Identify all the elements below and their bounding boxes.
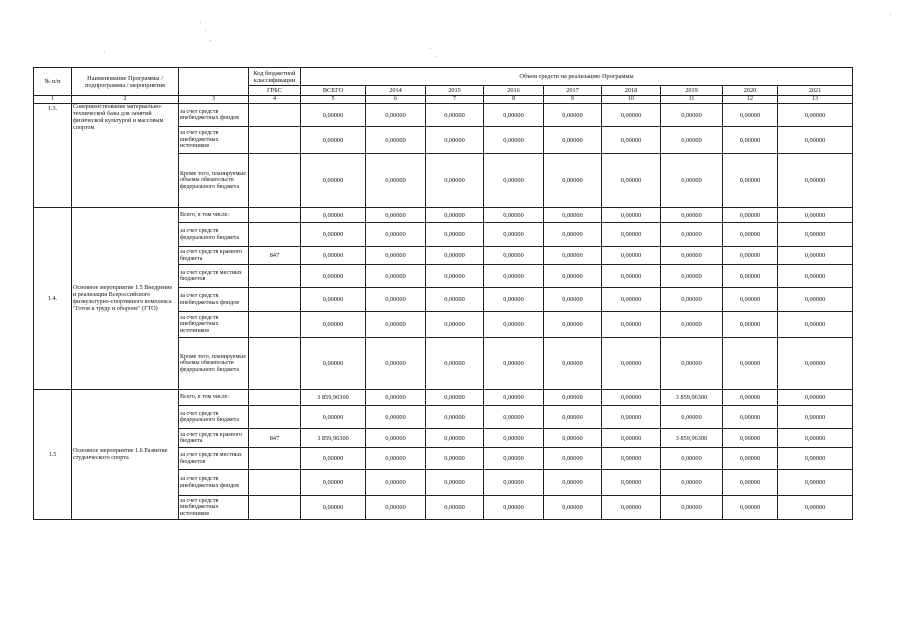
year-amount: 0,00000 <box>602 223 661 247</box>
table-row <box>34 390 853 406</box>
year-amount: 0,00000 <box>366 127 426 154</box>
header-year: 2014 <box>366 86 426 96</box>
scan-speck <box>436 56 437 57</box>
budget-table <box>33 67 853 520</box>
section-number: 1.5 <box>34 390 72 520</box>
column-number: 2 <box>72 96 179 104</box>
scan-speck <box>104 52 105 53</box>
year-amount: 0,00000 <box>544 406 602 429</box>
year-amount: 0,00000 <box>544 223 602 247</box>
scan-speck <box>210 40 211 41</box>
column-number: 4 <box>249 96 301 104</box>
funding-source: за счет средств внебюджетных фондов <box>179 470 249 496</box>
year-amount: 0,00000 <box>723 390 778 406</box>
total-amount: 0,00000 <box>301 127 366 154</box>
column-number: 11 <box>661 96 723 104</box>
funding-source: Кроме того, планируемые объемы обязательств федерального бюджета <box>179 154 249 208</box>
year-amount: 0,00000 <box>366 208 426 223</box>
year-amount: 0,00000 <box>426 448 484 470</box>
year-amount: 0,00000 <box>366 223 426 247</box>
year-amount: 0,00000 <box>544 247 602 265</box>
year-amount: 0,00000 <box>426 429 484 448</box>
year-amount: 0,00000 <box>366 312 426 338</box>
funding-source: Кроме того, планируемые объемы обязательств федерального бюджета <box>179 338 249 390</box>
grbs-code: 847 <box>249 429 301 448</box>
header-empty <box>179 68 249 96</box>
year-amount: 0,00000 <box>544 127 602 154</box>
funding-source: за счет средств краевого бюджета <box>179 247 249 265</box>
funding-source: за счет средств местных бюджетов <box>179 448 249 470</box>
total-amount: 0,00000 <box>301 448 366 470</box>
section-name: Совершенствование материально-технической базы для занятий физической культурой и массовым спортом <box>72 104 179 208</box>
total-amount: 0,00000 <box>301 104 366 127</box>
grbs-code <box>249 127 301 154</box>
year-amount: 0,00000 <box>484 288 544 312</box>
year-amount: 0,00000 <box>366 429 426 448</box>
year-amount: 0,00000 <box>426 390 484 406</box>
header-grbs: ГРБС <box>249 86 301 96</box>
total-amount: 0,00000 <box>301 406 366 429</box>
grbs-code <box>249 312 301 338</box>
year-amount: 0,00000 <box>723 247 778 265</box>
grbs-code <box>249 154 301 208</box>
table-body <box>34 68 853 520</box>
grbs-code <box>249 448 301 470</box>
year-amount: 3 859,96300 <box>661 429 723 448</box>
year-amount: 0,00000 <box>484 154 544 208</box>
year-amount: 0,00000 <box>778 470 853 496</box>
header-year: 2015 <box>426 86 484 96</box>
year-amount: 0,00000 <box>661 208 723 223</box>
column-number: 5 <box>301 96 366 104</box>
grbs-code <box>249 288 301 312</box>
year-amount: 0,00000 <box>426 265 484 288</box>
year-amount: 0,00000 <box>778 338 853 390</box>
scan-speck <box>200 22 201 23</box>
header-year: 2020 <box>723 86 778 96</box>
year-amount: 0,00000 <box>723 208 778 223</box>
year-amount: 0,00000 <box>426 338 484 390</box>
year-amount: 0,00000 <box>484 265 544 288</box>
year-amount: 0,00000 <box>602 429 661 448</box>
year-amount: 0,00000 <box>723 448 778 470</box>
year-amount: 0,00000 <box>544 390 602 406</box>
year-amount: 0,00000 <box>544 448 602 470</box>
year-amount: 0,00000 <box>602 496 661 520</box>
year-amount: 0,00000 <box>366 288 426 312</box>
year-amount: 0,00000 <box>484 223 544 247</box>
year-amount: 0,00000 <box>778 265 853 288</box>
year-amount: 0,00000 <box>366 265 426 288</box>
column-number: 9 <box>544 96 602 104</box>
year-amount: 0,00000 <box>544 154 602 208</box>
funding-source: за счет средств внебюджетных фондов <box>179 288 249 312</box>
section-name: Основное мероприятие 1.5 Внедрение и реализация Всероссийского физкультурно-спортивного комплекса "Готов к труду и обороне" (ГТО) <box>72 208 179 390</box>
year-amount: 0,00000 <box>426 247 484 265</box>
year-amount: 0,00000 <box>366 390 426 406</box>
total-amount: 3 859,96300 <box>301 390 366 406</box>
total-amount: 0,00000 <box>301 288 366 312</box>
grbs-code <box>249 338 301 390</box>
year-amount: 0,00000 <box>723 470 778 496</box>
year-amount: 0,00000 <box>602 390 661 406</box>
column-number: 1 <box>34 96 72 104</box>
year-amount: 0,00000 <box>661 338 723 390</box>
column-number: 6 <box>366 96 426 104</box>
year-amount: 0,00000 <box>544 429 602 448</box>
total-amount: 0,00000 <box>301 338 366 390</box>
year-amount: 0,00000 <box>778 429 853 448</box>
year-amount: 0,00000 <box>426 470 484 496</box>
year-amount: 0,00000 <box>778 127 853 154</box>
year-amount: 0,00000 <box>778 223 853 247</box>
year-amount: 0,00000 <box>366 154 426 208</box>
scan-speck <box>430 48 431 49</box>
column-numbers-row <box>34 96 853 104</box>
year-amount: 0,00000 <box>484 208 544 223</box>
year-amount: 0,00000 <box>661 154 723 208</box>
year-amount: 0,00000 <box>602 470 661 496</box>
year-amount: 0,00000 <box>544 288 602 312</box>
year-amount: 0,00000 <box>602 265 661 288</box>
year-amount: 0,00000 <box>544 496 602 520</box>
column-number: 7 <box>426 96 484 104</box>
year-amount: 0,00000 <box>723 406 778 429</box>
year-amount: 0,00000 <box>602 338 661 390</box>
header-row <box>34 68 853 86</box>
grbs-code: 847 <box>249 247 301 265</box>
year-amount: 0,00000 <box>544 104 602 127</box>
grbs-code <box>249 406 301 429</box>
funding-source: за счет средств внебюджетных фондов <box>179 104 249 127</box>
funding-source: за счет средств федерального бюджета <box>179 223 249 247</box>
year-amount: 0,00000 <box>366 448 426 470</box>
year-amount: 0,00000 <box>366 496 426 520</box>
header-year: 2018 <box>602 86 661 96</box>
total-amount: 0,00000 <box>301 265 366 288</box>
year-amount: 0,00000 <box>723 265 778 288</box>
table-row <box>34 104 853 127</box>
year-amount: 0,00000 <box>544 312 602 338</box>
year-amount: 0,00000 <box>426 406 484 429</box>
year-amount: 0,00000 <box>661 247 723 265</box>
year-amount: 0,00000 <box>484 338 544 390</box>
section-name: Основное мероприятие 1.6 Развитие студенческого спорта <box>72 390 179 520</box>
total-amount: 0,00000 <box>301 223 366 247</box>
year-amount: 0,00000 <box>723 127 778 154</box>
year-amount: 0,00000 <box>661 223 723 247</box>
header-year: 2021 <box>778 86 853 96</box>
year-amount: 0,00000 <box>723 223 778 247</box>
funding-source: за счет средств краевого бюджета <box>179 429 249 448</box>
year-amount: 0,00000 <box>366 338 426 390</box>
funding-source: за счет средств внебюджетных источников <box>179 496 249 520</box>
year-amount: 0,00000 <box>484 247 544 265</box>
year-amount: 0,00000 <box>723 288 778 312</box>
year-amount: 0,00000 <box>602 127 661 154</box>
column-number: 12 <box>723 96 778 104</box>
year-amount: 0,00000 <box>484 312 544 338</box>
year-amount: 0,00000 <box>661 265 723 288</box>
total-amount: 0,00000 <box>301 312 366 338</box>
year-amount: 0,00000 <box>426 288 484 312</box>
total-amount: 0,00000 <box>301 247 366 265</box>
year-amount: 0,00000 <box>366 104 426 127</box>
year-amount: 0,00000 <box>602 104 661 127</box>
total-amount: 0,00000 <box>301 208 366 223</box>
header-number: № п/п <box>34 68 72 96</box>
total-amount: 3 859,96300 <box>301 429 366 448</box>
year-amount: 0,00000 <box>484 127 544 154</box>
header-volume: Объем средств на реализацию Программы <box>301 68 853 86</box>
year-amount: 0,00000 <box>426 154 484 208</box>
year-amount: 0,00000 <box>426 104 484 127</box>
year-amount: 0,00000 <box>544 208 602 223</box>
year-amount: 0,00000 <box>661 288 723 312</box>
scan-speck <box>205 30 206 31</box>
year-amount: 0,00000 <box>602 247 661 265</box>
year-amount: 0,00000 <box>366 406 426 429</box>
total-amount: 0,00000 <box>301 470 366 496</box>
year-amount: 0,00000 <box>778 104 853 127</box>
year-amount: 0,00000 <box>723 154 778 208</box>
year-amount: 0,00000 <box>484 429 544 448</box>
year-amount: 0,00000 <box>426 223 484 247</box>
grbs-code <box>249 223 301 247</box>
funding-source: за счет средств внебюджетных источников <box>179 127 249 154</box>
grbs-code <box>249 470 301 496</box>
year-amount: 0,00000 <box>723 338 778 390</box>
scan-speck <box>890 14 891 15</box>
year-amount: 0,00000 <box>723 312 778 338</box>
year-amount: 0,00000 <box>661 127 723 154</box>
year-amount: 0,00000 <box>544 470 602 496</box>
year-amount: 0,00000 <box>661 312 723 338</box>
year-amount: 0,00000 <box>426 496 484 520</box>
column-number: 8 <box>484 96 544 104</box>
year-amount: 0,00000 <box>778 390 853 406</box>
year-amount: 0,00000 <box>723 104 778 127</box>
year-amount: 0,00000 <box>778 288 853 312</box>
year-amount: 0,00000 <box>484 448 544 470</box>
year-amount: 0,00000 <box>426 127 484 154</box>
funding-source: Всего, в том числе: <box>179 208 249 223</box>
year-amount: 0,00000 <box>544 338 602 390</box>
total-amount: 0,00000 <box>301 496 366 520</box>
header-year: 2017 <box>544 86 602 96</box>
column-number: 10 <box>602 96 661 104</box>
header-total: ВСЕГО <box>301 86 366 96</box>
year-amount: 0,00000 <box>661 406 723 429</box>
year-amount: 0,00000 <box>723 429 778 448</box>
year-amount: 0,00000 <box>602 448 661 470</box>
year-amount: 0,00000 <box>723 496 778 520</box>
funding-source: за счет средств федерального бюджета <box>179 406 249 429</box>
grbs-code <box>249 496 301 520</box>
year-amount: 0,00000 <box>602 154 661 208</box>
year-amount: 0,00000 <box>544 265 602 288</box>
year-amount: 0,00000 <box>661 496 723 520</box>
year-amount: 0,00000 <box>778 312 853 338</box>
year-amount: 0,00000 <box>366 247 426 265</box>
year-amount: 0,00000 <box>602 288 661 312</box>
year-amount: 0,00000 <box>484 470 544 496</box>
column-number: 13 <box>778 96 853 104</box>
grbs-code <box>249 104 301 127</box>
section-number: 1.4. <box>34 208 72 390</box>
year-amount: 0,00000 <box>661 104 723 127</box>
year-amount: 0,00000 <box>426 208 484 223</box>
year-amount: 0,00000 <box>484 496 544 520</box>
year-amount: 0,00000 <box>602 208 661 223</box>
header-year: 2016 <box>484 86 544 96</box>
header-code: Код бюджетной классификации <box>249 68 301 86</box>
year-amount: 0,00000 <box>484 406 544 429</box>
year-amount: 0,00000 <box>602 406 661 429</box>
funding-source: за счет средств внебюджетных источников <box>179 312 249 338</box>
section-number: 1.3. <box>34 104 72 208</box>
year-amount: 0,00000 <box>661 470 723 496</box>
year-amount: 0,00000 <box>778 154 853 208</box>
year-amount: 0,00000 <box>778 247 853 265</box>
column-number: 3 <box>179 96 249 104</box>
table-row <box>34 208 853 223</box>
year-amount: 0,00000 <box>778 448 853 470</box>
funding-source: за счет средств местных бюджетов <box>179 265 249 288</box>
year-amount: 0,00000 <box>602 312 661 338</box>
year-amount: 3 859,96300 <box>661 390 723 406</box>
grbs-code <box>249 390 301 406</box>
year-amount: 0,00000 <box>778 496 853 520</box>
header-name: Наименование Программы / подпрограммы / мероприятия <box>72 68 179 96</box>
year-amount: 0,00000 <box>426 312 484 338</box>
year-amount: 0,00000 <box>366 470 426 496</box>
funding-source: Всего, в том числе: <box>179 390 249 406</box>
grbs-code <box>249 265 301 288</box>
year-amount: 0,00000 <box>484 390 544 406</box>
year-amount: 0,00000 <box>778 208 853 223</box>
grbs-code <box>249 208 301 223</box>
total-amount: 0,00000 <box>301 154 366 208</box>
header-year: 2019 <box>661 86 723 96</box>
year-amount: 0,00000 <box>661 448 723 470</box>
year-amount: 0,00000 <box>778 406 853 429</box>
year-amount: 0,00000 <box>484 104 544 127</box>
